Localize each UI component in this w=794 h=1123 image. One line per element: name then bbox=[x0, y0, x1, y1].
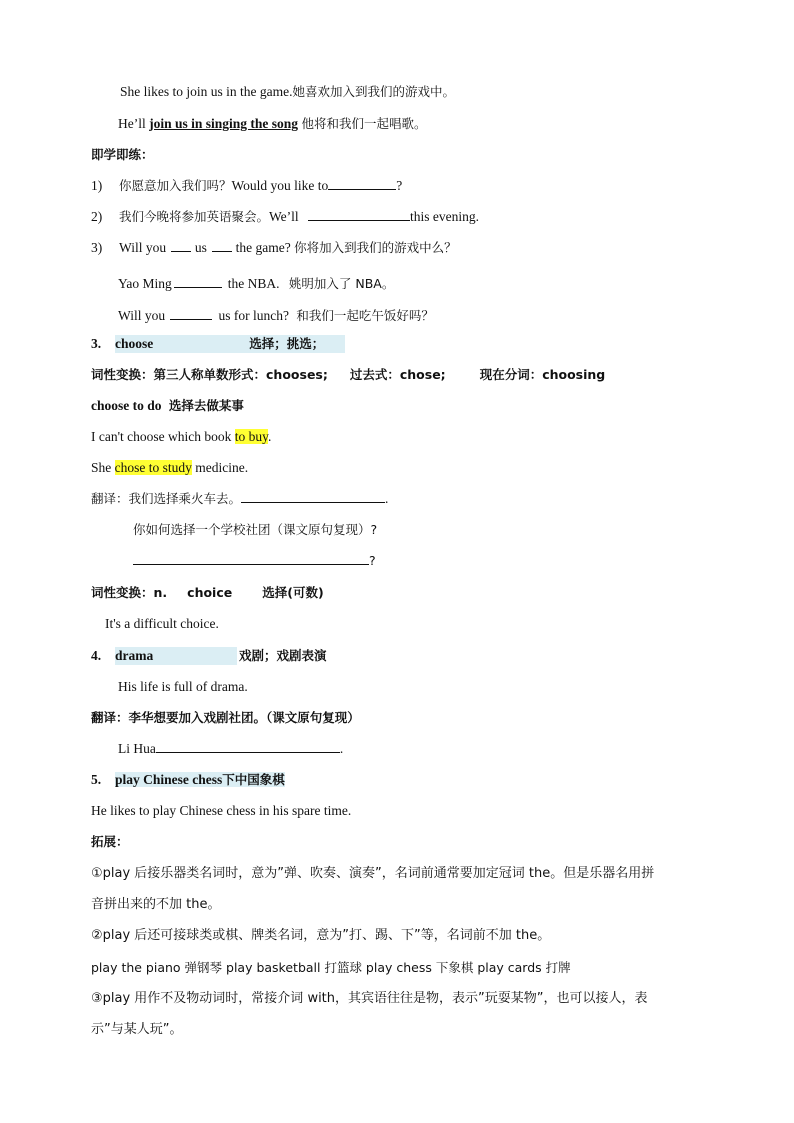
extension-note-1-cont: 音拼出来的不加 the。 bbox=[91, 897, 221, 912]
answer-blank[interactable] bbox=[212, 239, 232, 252]
vocab-word: choose bbox=[115, 336, 154, 351]
example-sentence: I can't choose which book to buy. bbox=[91, 429, 272, 444]
extension-note-1: ①play 后接乐器类名词时，意为”弹、吹奏、演奏”，名词前通常要加定冠词 the。但是乐器名用拼 bbox=[91, 866, 655, 881]
practice-question-4: Yao Ming the NBA. 姚明加入了 NBA。 bbox=[118, 276, 395, 291]
question-number: 2) bbox=[91, 209, 103, 224]
answer-blank[interactable] bbox=[308, 208, 410, 221]
word-forms: 词性变换：第三人称单数形式：chooses; 过去式：chose; 现在分词：choosing bbox=[91, 367, 606, 382]
example-en: He’ll bbox=[118, 116, 150, 131]
practice-question-3: 3) Will you us the game? 你将加入到我们的游戏中么？ bbox=[91, 240, 457, 255]
word-number: 5. bbox=[91, 772, 102, 787]
answer-blank[interactable] bbox=[241, 490, 385, 503]
extension-note-3: ③play 用作不及物动词时，常接介词 with，其宾语往往是物，表示”玩耍某物”，也可以接人，表 bbox=[91, 991, 648, 1006]
practice-question-5: Will you us for lunch? 和我们一起吃午饭好吗？ bbox=[118, 308, 434, 323]
answer-blank[interactable] bbox=[156, 740, 340, 753]
noun-form: 词性变换：n. choice 选择(可数) bbox=[91, 585, 324, 600]
practice-question-1: 1) 你愿意加入我们吗？Would you like to ? bbox=[91, 178, 403, 193]
vocab-meaning: 下中国象棋 bbox=[222, 772, 285, 787]
key-phrase: join us in singing the song bbox=[149, 116, 299, 131]
extension-note-3-cont: 示”与某人玩”。 bbox=[91, 1022, 183, 1037]
translation-task: 翻译：李华想要加入戏剧社团。（课文原句复现） bbox=[91, 710, 360, 725]
answer-blank[interactable] bbox=[174, 275, 222, 288]
vocab-word: drama bbox=[115, 647, 237, 665]
word-number: 3. bbox=[91, 336, 102, 351]
example-sentence: He likes to play Chinese chess in his spare time. bbox=[91, 803, 352, 818]
practice-question-2: 2) 我们今晚将参加英语聚会。We’ll this evening. bbox=[91, 209, 480, 224]
example-sentence: His life is full of drama. bbox=[118, 679, 248, 694]
example-sentence bbox=[118, 115, 426, 133]
phrase-choose-to-do: choose to do 选择去做某事 bbox=[91, 398, 244, 413]
word-number: 4. bbox=[91, 648, 102, 663]
example-sentence: It's a difficult choice. bbox=[105, 616, 219, 631]
answer-blank[interactable] bbox=[328, 177, 396, 190]
example-zh: 他将和我们一起唱歌。 bbox=[301, 116, 427, 131]
question-en: Would you like to bbox=[231, 178, 329, 193]
question-zh: 你将加入到我们的游戏中么？ bbox=[294, 240, 457, 255]
practice-title: 即学即练： bbox=[91, 147, 154, 162]
example-sentence: She chose to study medicine. bbox=[91, 460, 249, 475]
translation-task: 翻译：我们选择乘火车去。 . bbox=[91, 491, 389, 506]
extension-title: 拓展： bbox=[91, 834, 129, 849]
example-sentence bbox=[120, 83, 455, 101]
question-zh: 我们今晚将参加英语聚会。 bbox=[119, 209, 270, 224]
question-zh: 姚明加入了 NBA。 bbox=[288, 276, 395, 291]
answer-blank[interactable] bbox=[133, 552, 369, 565]
question-zh: 你愿意加入我们吗？ bbox=[119, 178, 232, 193]
example-en: She likes to join us in the game. bbox=[120, 84, 293, 99]
word-heading-chess bbox=[91, 771, 285, 789]
answer-blank[interactable] bbox=[170, 307, 212, 320]
extension-examples: play the piano 弹钢琴 play basketball 打篮球 play chess 下象棋 play cards 打牌 bbox=[91, 960, 571, 975]
question-en: We’ll bbox=[269, 209, 299, 224]
translation-task: 你如何选择一个学校社团（课文原句复现）? bbox=[133, 522, 378, 537]
word-heading-drama bbox=[91, 647, 327, 665]
vocab-word: play Chinese chess bbox=[115, 772, 223, 787]
highlighted-phrase: chose to study bbox=[114, 460, 192, 475]
answer-blank[interactable] bbox=[171, 239, 191, 252]
extension-note-2: ②play 后还可接球类或棋、牌类名词，意为”打、踢、下”等，名词前不加 the。 bbox=[91, 928, 551, 943]
question-number: 3) bbox=[91, 240, 103, 255]
translation-answer-line: ? bbox=[133, 552, 376, 570]
highlighted-phrase: to buy bbox=[234, 429, 269, 444]
question-zh: 和我们一起吃午饭好吗？ bbox=[296, 308, 434, 323]
question-number: 1) bbox=[91, 178, 103, 193]
word-heading-choose bbox=[91, 335, 345, 353]
vocab-meaning: 戏剧；戏剧表演 bbox=[239, 648, 327, 663]
translation-answer-line: Li Hua . bbox=[118, 741, 344, 756]
vocab-meaning: 选择；挑选； bbox=[249, 336, 325, 351]
example-zh: 她喜欢加入到我们的游戏中。 bbox=[292, 84, 455, 99]
